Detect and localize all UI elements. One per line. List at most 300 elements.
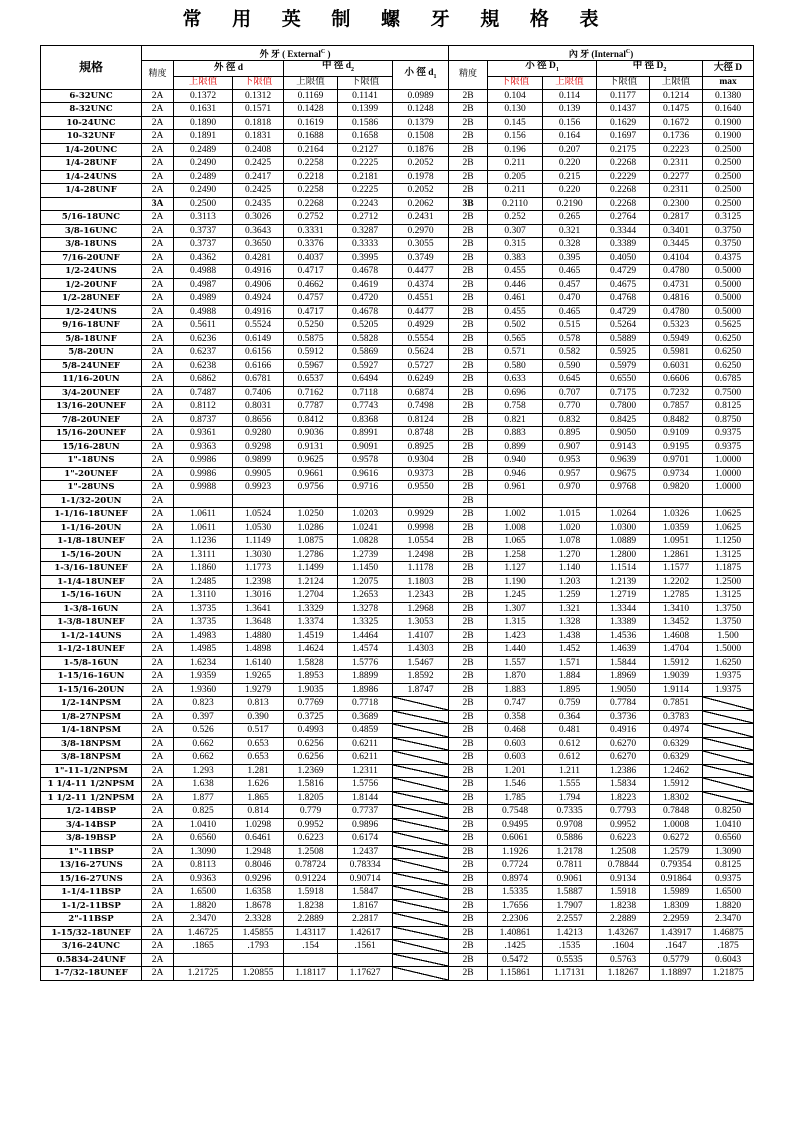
table-row xyxy=(41,157,754,171)
int-minor-upper: 1.438 xyxy=(543,629,597,643)
int-minor-upper: 0.970 xyxy=(543,481,597,495)
int-pitch-lower: 1.1514 xyxy=(597,562,650,576)
int-pitch-lower: 1.5918 xyxy=(597,886,650,900)
ext-major-lower: 0.6156 xyxy=(233,346,284,360)
ext-major-lower: .1793 xyxy=(233,940,284,954)
table-row xyxy=(41,292,754,306)
int-minor-lower: 0.565 xyxy=(488,332,543,346)
table-row xyxy=(41,278,754,292)
int-major-max: 0.1900 xyxy=(703,116,754,130)
int-pitch-upper: 1.0326 xyxy=(650,508,703,522)
ext-minor xyxy=(393,940,449,954)
ext-pitch-lower: 0.8368 xyxy=(338,413,393,427)
int-minor-upper: 0.832 xyxy=(543,413,597,427)
ext-major-lower: 0.9298 xyxy=(233,440,284,454)
int-minor-upper: 0.957 xyxy=(543,467,597,481)
ext-major-upper: 0.9986 xyxy=(174,454,233,468)
ext-minor xyxy=(393,832,449,846)
ext-pitch-upper: 0.2258 xyxy=(284,184,338,198)
int-major-max: 0.6250 xyxy=(703,359,754,373)
int-pitch-upper: 2.2959 xyxy=(650,913,703,927)
spec-name: 3/8-19BSP xyxy=(41,832,142,846)
ext-major-upper: 1.21725 xyxy=(174,967,233,981)
ext-major-upper: 0.2489 xyxy=(174,170,233,184)
spec-name: 5/16-18UNC xyxy=(41,211,142,225)
ext-minor xyxy=(393,710,449,724)
ext-major-upper: 0.662 xyxy=(174,751,233,765)
int-pitch-lower: 0.6270 xyxy=(597,751,650,765)
int-pitch-lower: 0.9768 xyxy=(597,481,650,495)
ext-minor: 0.4929 xyxy=(393,319,449,333)
table-row xyxy=(41,130,754,144)
ext-pitch-lower: 0.7743 xyxy=(338,400,393,414)
int-pitch-lower: 0.2764 xyxy=(597,211,650,225)
ext-pitch-lower: 1.0203 xyxy=(338,508,393,522)
ext-major-lower: 1.20855 xyxy=(233,967,284,981)
int-grade: 2B xyxy=(449,89,488,103)
int-major-max: 1.3090 xyxy=(703,845,754,859)
lower-limit-label: 下限值 xyxy=(488,76,543,89)
ext-major-upper: 1.3111 xyxy=(174,548,233,562)
ext-pitch-upper: 0.2218 xyxy=(284,170,338,184)
ext-major-lower xyxy=(233,953,284,967)
int-pitch-upper: 1.3410 xyxy=(650,602,703,616)
ext-pitch-lower: 0.2181 xyxy=(338,170,393,184)
int-pitch-upper xyxy=(650,494,703,508)
ext-minor: 0.5624 xyxy=(393,346,449,360)
int-pitch-lower: 1.8238 xyxy=(597,899,650,913)
ext-minor: 0.2062 xyxy=(393,197,449,211)
ext-major-lower: 0.1818 xyxy=(233,116,284,130)
ext-major-upper: 2.3470 xyxy=(174,913,233,927)
int-grade: 2B xyxy=(449,373,488,387)
int-pitch-upper: 1.2785 xyxy=(650,589,703,603)
ext-minor: 0.9373 xyxy=(393,467,449,481)
int-pitch-upper: 0.4780 xyxy=(650,305,703,319)
int-major-max: 0.2500 xyxy=(703,184,754,198)
int-major-max: 1.0000 xyxy=(703,481,754,495)
int-pitch-lower: 1.2508 xyxy=(597,845,650,859)
int-pitch-lower: 0.2229 xyxy=(597,170,650,184)
int-major-max: 1.46875 xyxy=(703,926,754,940)
table-row xyxy=(41,643,754,657)
ext-minor: 1.2498 xyxy=(393,548,449,562)
ext-major-lower: 0.8031 xyxy=(233,400,284,414)
int-pitch-lower: 0.5889 xyxy=(597,332,650,346)
ext-major-lower: 0.4924 xyxy=(233,292,284,306)
int-pitch-lower: 0.9134 xyxy=(597,872,650,886)
ext-grade: 2A xyxy=(142,805,174,819)
ext-minor: 0.0989 xyxy=(393,89,449,103)
table-row xyxy=(41,481,754,495)
int-grade: 2B xyxy=(449,251,488,265)
ext-major-lower: 1.4880 xyxy=(233,629,284,643)
int-major-max: 1.8820 xyxy=(703,899,754,913)
int-grade: 2B xyxy=(449,170,488,184)
int-pitch-upper: 1.43917 xyxy=(650,926,703,940)
int-minor-upper: 0.582 xyxy=(543,346,597,360)
int-major-max: 1.0410 xyxy=(703,818,754,832)
int-grade: 2B xyxy=(449,103,488,117)
int-pitch-lower: 0.3344 xyxy=(597,224,650,238)
spec-name: 1-5/16-20UN xyxy=(41,548,142,562)
spec-name: 1-1/4-18UNEF xyxy=(41,575,142,589)
int-grade: 2B xyxy=(449,292,488,306)
internal-minor-header: 小 徑 $D_1$ xyxy=(488,61,597,77)
ext-major-upper: 0.4989 xyxy=(174,292,233,306)
int-minor-lower: 0.603 xyxy=(488,751,543,765)
int-grade: 2B xyxy=(449,562,488,576)
ext-grade: 2A xyxy=(142,589,174,603)
table-row xyxy=(41,454,754,468)
ext-pitch-lower: 1.0241 xyxy=(338,521,393,535)
ext-pitch-upper: 0.1169 xyxy=(284,89,338,103)
int-minor-upper: 0.139 xyxy=(543,103,597,117)
int-grade: 2B xyxy=(449,778,488,792)
int-grade: 2B xyxy=(449,764,488,778)
spec-name: 1-1/2-18UNEF xyxy=(41,643,142,657)
ext-pitch-upper: 1.0875 xyxy=(284,535,338,549)
ext-major-lower: 0.4916 xyxy=(233,305,284,319)
table-row xyxy=(41,967,754,981)
spec-name: 1-1/2-14UNS xyxy=(41,629,142,643)
ext-major-upper: 0.6862 xyxy=(174,373,233,387)
int-major-max xyxy=(703,724,754,738)
int-minor-lower: 1.40861 xyxy=(488,926,543,940)
int-minor-lower: 1.065 xyxy=(488,535,543,549)
int-pitch-lower: 1.4639 xyxy=(597,643,650,657)
int-minor-lower: 0.946 xyxy=(488,467,543,481)
ext-pitch-upper: 1.18117 xyxy=(284,967,338,981)
ext-pitch-upper: 0.2164 xyxy=(284,143,338,157)
int-major-max: 1.1875 xyxy=(703,562,754,576)
int-pitch-upper: 0.1672 xyxy=(650,116,703,130)
ext-minor: 0.9929 xyxy=(393,508,449,522)
int-grade: 2B xyxy=(449,710,488,724)
ext-grade: 2A xyxy=(142,508,174,522)
spec-name: 1/4-18NPSM xyxy=(41,724,142,738)
int-minor-upper: 0.395 xyxy=(543,251,597,265)
int-pitch-lower: 1.3344 xyxy=(597,602,650,616)
int-grade: 2B xyxy=(449,346,488,360)
ext-pitch-upper: 0.3725 xyxy=(284,710,338,724)
spec-name: 1"-11BSP xyxy=(41,845,142,859)
int-pitch-upper: 0.2817 xyxy=(650,211,703,225)
int-major-max: 1.500 xyxy=(703,629,754,643)
int-grade: 2B xyxy=(449,724,488,738)
int-grade: 2B xyxy=(449,386,488,400)
int-major-max: 1.6500 xyxy=(703,886,754,900)
page-title: 常 用 英 制 螺 牙 規 格 表 xyxy=(182,8,611,30)
ext-major-upper: 0.6238 xyxy=(174,359,233,373)
int-minor-upper: 0.265 xyxy=(543,211,597,225)
ext-pitch-lower: 1.3278 xyxy=(338,602,393,616)
ext-grade: 2A xyxy=(142,454,174,468)
table-row xyxy=(41,818,754,832)
outer-diameter-header: 外 徑 d xyxy=(174,61,284,77)
ext-major-upper: 0.4988 xyxy=(174,265,233,279)
table-row xyxy=(41,683,754,697)
int-pitch-upper: 0.5981 xyxy=(650,346,703,360)
int-pitch-upper: 0.9734 xyxy=(650,467,703,481)
ext-minor: 0.4551 xyxy=(393,292,449,306)
ext-major-lower: 1.0530 xyxy=(233,521,284,535)
int-minor-lower: 0.821 xyxy=(488,413,543,427)
int-grade: 2B xyxy=(449,467,488,481)
ext-minor: 0.5727 xyxy=(393,359,449,373)
ext-minor: 0.2052 xyxy=(393,184,449,198)
int-pitch-upper: 0.2311 xyxy=(650,157,703,171)
ext-pitch-upper: 1.5918 xyxy=(284,886,338,900)
int-pitch-upper: 0.7857 xyxy=(650,400,703,414)
int-minor-upper: 1.555 xyxy=(543,778,597,792)
int-pitch-lower: 0.4916 xyxy=(597,724,650,738)
int-minor-upper: 1.452 xyxy=(543,643,597,657)
int-pitch-upper: 0.5779 xyxy=(650,953,703,967)
ext-major-upper: 1.0611 xyxy=(174,521,233,535)
int-grade: 2B xyxy=(449,940,488,954)
ext-major-lower: 0.390 xyxy=(233,710,284,724)
spec-name: 3/8-18UNS xyxy=(41,238,142,252)
int-minor-upper: 1.4213 xyxy=(543,926,597,940)
ext-major-upper xyxy=(174,953,233,967)
int-grade: 2B xyxy=(449,332,488,346)
ext-grade: 2A xyxy=(142,130,174,144)
ext-pitch-lower: 0.9091 xyxy=(338,440,393,454)
ext-pitch-upper: 1.9035 xyxy=(284,683,338,697)
ext-pitch-lower: 0.2243 xyxy=(338,197,393,211)
int-grade: 2B xyxy=(449,575,488,589)
ext-minor: 1.8747 xyxy=(393,683,449,697)
int-major-max: 1.3750 xyxy=(703,602,754,616)
ext-minor: 0.9998 xyxy=(393,521,449,535)
int-pitch-upper: 1.5912 xyxy=(650,778,703,792)
int-pitch-lower: 0.5264 xyxy=(597,319,650,333)
int-minor-lower: 0.145 xyxy=(488,116,543,130)
ext-pitch-lower: 0.5869 xyxy=(338,346,393,360)
int-minor-upper: 1.895 xyxy=(543,683,597,697)
ext-grade: 2A xyxy=(142,535,174,549)
int-major-max: 0.6560 xyxy=(703,832,754,846)
int-major-max: 0.5000 xyxy=(703,292,754,306)
ext-major-upper: 1.293 xyxy=(174,764,233,778)
spec-name: 5/8-24UNEF xyxy=(41,359,142,373)
int-grade: 2B xyxy=(449,508,488,522)
int-minor-upper: 0.164 xyxy=(543,130,597,144)
int-pitch-upper: 0.1736 xyxy=(650,130,703,144)
int-pitch-upper: 1.3452 xyxy=(650,616,703,630)
spec-name: 1/2-14NPSM xyxy=(41,697,142,711)
ext-pitch-upper: 1.2704 xyxy=(284,589,338,603)
int-pitch-lower: 0.8425 xyxy=(597,413,650,427)
ext-pitch-lower: 0.2127 xyxy=(338,143,393,157)
ext-major-lower: 0.6781 xyxy=(233,373,284,387)
ext-major-lower: 0.3650 xyxy=(233,238,284,252)
spec-name: 1-5/8-16UN xyxy=(41,656,142,670)
int-pitch-upper: 0.9820 xyxy=(650,481,703,495)
ext-minor xyxy=(393,953,449,967)
int-grade: 2B xyxy=(449,737,488,751)
int-pitch-lower: 0.1437 xyxy=(597,103,650,117)
int-grade: 2B xyxy=(449,629,488,643)
int-pitch-upper: 1.4608 xyxy=(650,629,703,643)
ext-minor: 0.6249 xyxy=(393,373,449,387)
ext-minor: 1.3053 xyxy=(393,616,449,630)
ext-pitch-upper: 0.9131 xyxy=(284,440,338,454)
int-major-max: 1.0000 xyxy=(703,454,754,468)
spec-header: 規格 xyxy=(41,46,142,90)
int-minor-lower: 0.883 xyxy=(488,427,543,441)
ext-grade: 2A xyxy=(142,413,174,427)
int-pitch-upper: 0.5949 xyxy=(650,332,703,346)
int-grade: 2B xyxy=(449,967,488,981)
ext-pitch-upper: 0.5912 xyxy=(284,346,338,360)
int-minor-upper: 1.078 xyxy=(543,535,597,549)
int-minor-upper: 0.156 xyxy=(543,116,597,130)
ext-major-upper: 0.2490 xyxy=(174,184,233,198)
int-pitch-upper: 1.8302 xyxy=(650,791,703,805)
ext-minor: 0.2052 xyxy=(393,157,449,171)
table-row xyxy=(41,805,754,819)
int-pitch-upper: 1.8309 xyxy=(650,899,703,913)
upper-limit-label: 上限值 xyxy=(543,76,597,89)
ext-pitch-lower: 0.1658 xyxy=(338,130,393,144)
ext-major-lower: 0.653 xyxy=(233,737,284,751)
int-minor-upper: 0.114 xyxy=(543,89,597,103)
int-grade: 2B xyxy=(449,791,488,805)
int-minor-lower: 0.8974 xyxy=(488,872,543,886)
int-grade: 3B xyxy=(449,197,488,211)
ext-pitch-lower: 1.8986 xyxy=(338,683,393,697)
int-major-max: 0.1380 xyxy=(703,89,754,103)
int-pitch-upper: 0.7232 xyxy=(650,386,703,400)
ext-major-upper: 0.8737 xyxy=(174,413,233,427)
int-minor-upper: 0.5535 xyxy=(543,953,597,967)
ext-pitch-upper: 0.2258 xyxy=(284,157,338,171)
ext-major-lower: 0.814 xyxy=(233,805,284,819)
thread-spec-table xyxy=(40,45,754,981)
int-pitch-upper: 0.4104 xyxy=(650,251,703,265)
int-pitch-upper: 0.6329 xyxy=(650,751,703,765)
ext-pitch-upper: 0.7787 xyxy=(284,400,338,414)
ext-major-upper: 0.9363 xyxy=(174,440,233,454)
int-pitch-lower: 1.43267 xyxy=(597,926,650,940)
int-pitch-lower: 0.4675 xyxy=(597,278,650,292)
table-row xyxy=(41,751,754,765)
int-pitch-lower: 0.2175 xyxy=(597,143,650,157)
int-pitch-upper: 0.5323 xyxy=(650,319,703,333)
int-pitch-upper: 1.18897 xyxy=(650,967,703,981)
spec-name: 11/16-20UN xyxy=(41,373,142,387)
int-pitch-upper: 0.6272 xyxy=(650,832,703,846)
spec-name: 7/8-20UNEF xyxy=(41,413,142,427)
ext-grade: 2A xyxy=(142,400,174,414)
ext-major-upper: 0.1891 xyxy=(174,130,233,144)
int-grade: 2B xyxy=(449,859,488,873)
int-minor-lower: 1.201 xyxy=(488,764,543,778)
ext-major-upper: 1.0410 xyxy=(174,818,233,832)
int-major-max xyxy=(703,751,754,765)
ext-grade: 2A xyxy=(142,494,174,508)
ext-pitch-upper: 0.7162 xyxy=(284,386,338,400)
int-major-max: 1.3125 xyxy=(703,548,754,562)
int-pitch-upper: 0.2223 xyxy=(650,143,703,157)
int-pitch-upper: 1.0951 xyxy=(650,535,703,549)
ext-grade: 2A xyxy=(142,629,174,643)
int-pitch-upper: 1.2861 xyxy=(650,548,703,562)
ext-pitch-upper: 1.1499 xyxy=(284,562,338,576)
int-pitch-lower: 1.2719 xyxy=(597,589,650,603)
int-pitch-lower: 0.9143 xyxy=(597,440,650,454)
int-pitch-lower: 0.1177 xyxy=(597,89,650,103)
ext-grade: 2A xyxy=(142,778,174,792)
ext-grade: 2A xyxy=(142,683,174,697)
int-pitch-lower: 1.9050 xyxy=(597,683,650,697)
ext-pitch-lower: 1.2739 xyxy=(338,548,393,562)
int-major-max xyxy=(703,737,754,751)
ext-major-upper: 0.1631 xyxy=(174,103,233,117)
ext-pitch-upper: 1.8205 xyxy=(284,791,338,805)
ext-minor xyxy=(393,697,449,711)
ext-grade: 2A xyxy=(142,859,174,873)
int-major-max: 1.21875 xyxy=(703,967,754,981)
int-pitch-lower: 1.8969 xyxy=(597,670,650,684)
ext-major-lower: 1.6358 xyxy=(233,886,284,900)
int-grade: 2B xyxy=(449,481,488,495)
int-grade: 2B xyxy=(449,683,488,697)
table-row xyxy=(41,197,754,211)
table-row xyxy=(41,143,754,157)
int-pitch-lower: .1604 xyxy=(597,940,650,954)
ext-major-upper: 0.3737 xyxy=(174,224,233,238)
int-minor-upper: 1.321 xyxy=(543,602,597,616)
int-pitch-upper: 0.4731 xyxy=(650,278,703,292)
int-minor-upper: 0.465 xyxy=(543,305,597,319)
ext-minor: 0.2970 xyxy=(393,224,449,238)
ext-minor: 0.8925 xyxy=(393,440,449,454)
int-minor-upper: 0.953 xyxy=(543,454,597,468)
int-minor-lower: 0.7724 xyxy=(488,859,543,873)
int-pitch-upper: 1.5989 xyxy=(650,886,703,900)
ext-minor: 0.4374 xyxy=(393,278,449,292)
table-row xyxy=(41,359,754,373)
ext-pitch-lower: 0.4859 xyxy=(338,724,393,738)
ext-pitch-lower: 1.5756 xyxy=(338,778,393,792)
spec-name: 1-3/16-18UNEF xyxy=(41,562,142,576)
int-grade: 2B xyxy=(449,899,488,913)
table-row xyxy=(41,710,754,724)
table-row xyxy=(41,670,754,684)
int-minor-upper: 0.895 xyxy=(543,427,597,441)
ext-major-lower: 1.2398 xyxy=(233,575,284,589)
int-pitch-lower: 0.5979 xyxy=(597,359,650,373)
int-major-max: 0.8250 xyxy=(703,805,754,819)
ext-pitch-upper: 0.4993 xyxy=(284,724,338,738)
ext-major-lower xyxy=(233,494,284,508)
int-major-max: 1.0000 xyxy=(703,467,754,481)
int-pitch-upper: 0.9109 xyxy=(650,427,703,441)
int-pitch-lower: 0.5763 xyxy=(597,953,650,967)
ext-grade: 2A xyxy=(142,548,174,562)
ext-major-upper: 1.638 xyxy=(174,778,233,792)
ext-major-lower: 1.865 xyxy=(233,791,284,805)
table-row xyxy=(41,778,754,792)
int-minor-lower: 0.940 xyxy=(488,454,543,468)
ext-pitch-upper: 2.2889 xyxy=(284,913,338,927)
int-pitch-upper: 0.6329 xyxy=(650,737,703,751)
ext-pitch-lower: 1.42617 xyxy=(338,926,393,940)
ext-pitch-upper: 1.43117 xyxy=(284,926,338,940)
